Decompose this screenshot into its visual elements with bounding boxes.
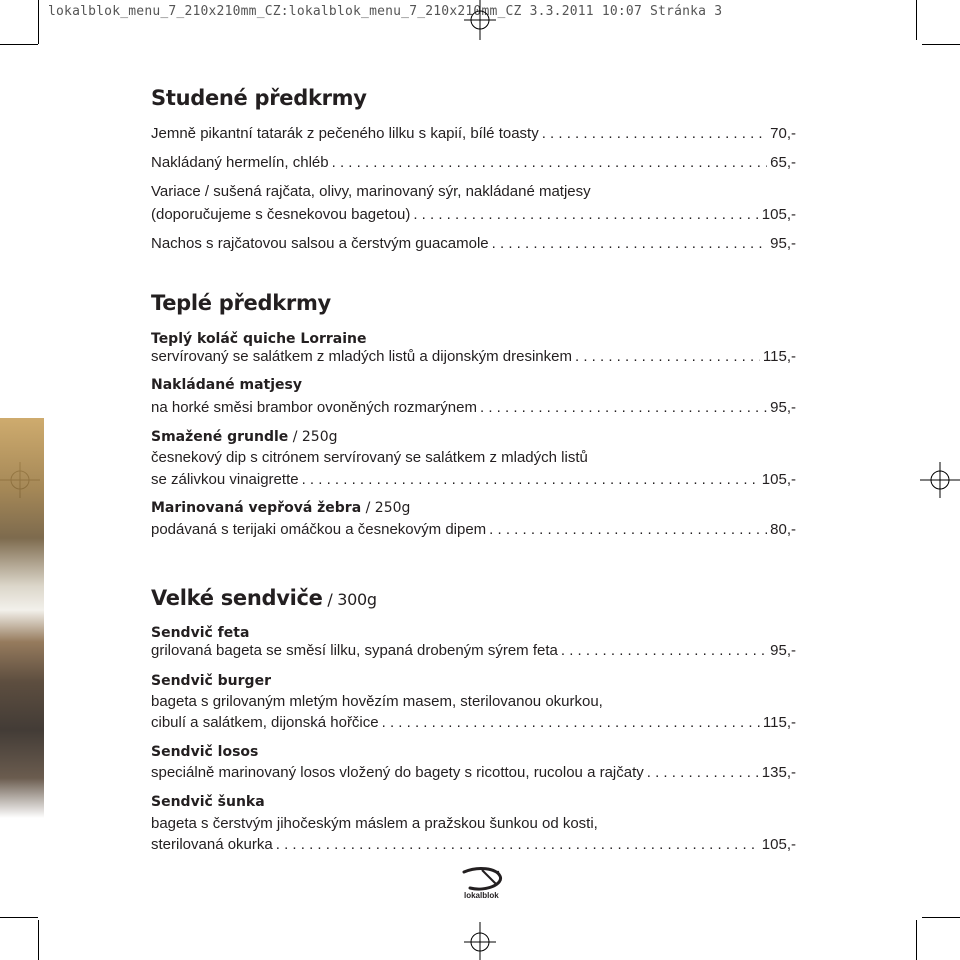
menu-item-text: se zálivkou vinaigrette [151, 471, 299, 488]
leader-dots [302, 471, 759, 488]
menu-item-price: 95,- [770, 399, 796, 416]
menu-item-name: Sendvič šunka [151, 794, 265, 810]
leader-dots [542, 125, 767, 142]
section-title-text: Velké sendviče [151, 586, 323, 610]
menu-item-price: 80,- [770, 521, 796, 538]
menu-line [151, 125, 796, 145]
menu-item-text: Nachos s rajčatovou salsou a čerstvým guacamole [151, 235, 489, 252]
crop-mark-top-left-h [0, 44, 38, 45]
menu-line [151, 235, 796, 255]
menu-line [151, 836, 796, 856]
crop-mark-top-right [916, 0, 917, 40]
crop-mark-top-right-h [922, 44, 960, 45]
menu-item-text: speciálně marinovaný losos vložený do bagety s ricottou, rucolou a rajčaty [151, 764, 644, 781]
registration-mark-top-icon [464, 0, 496, 40]
crop-mark-top-left [38, 0, 39, 44]
menu-item-text: Jemně pikantní tatarák z pečeného lilku s kapií, bílé toasty [151, 125, 539, 142]
section-title-cold: Studené předkrmy [151, 86, 367, 110]
menu-item-price: 115,- [762, 348, 796, 365]
menu-line [151, 714, 796, 734]
menu-item-price: 70,- [770, 125, 796, 142]
menu-item-price: 105,- [761, 836, 796, 853]
crop-mark-bottom-right [916, 920, 917, 960]
menu-item-price: 115,- [762, 714, 796, 731]
menu-item-price: 135,- [761, 764, 796, 781]
menu-item-price: 105,- [761, 206, 796, 223]
menu-item-price: 65,- [770, 154, 796, 171]
menu-item-text: Variace / sušená rajčata, olivy, marinovaný sýr, nakládané matjesy [151, 183, 591, 200]
menu-item-text: cibulí a salátkem, dijonská hořčice [151, 714, 379, 731]
menu-line [151, 348, 796, 368]
menu-item-name-text: Smažené grundle [151, 429, 289, 445]
print-slug: lokalblok_menu_7_210x210mm_CZ:lokalblok_menu_7_210x210mm_CZ 3.3.2011 10:07 Stránka 3 [48, 4, 723, 19]
menu-item-text: česnekový dip s citrónem servírovaný se salátkem z mladých listů [151, 449, 588, 466]
menu-item-text: (doporučujeme s česnekovou bagetou) [151, 206, 411, 223]
menu-item-weight: / 250g [288, 429, 338, 445]
leader-dots [382, 714, 760, 731]
section-title-warm: Teplé předkrmy [151, 291, 331, 315]
registration-mark-right-icon [920, 462, 960, 498]
menu-line [151, 154, 796, 174]
logo-text: lokalblok [464, 891, 499, 900]
menu-item-name: Sendvič losos [151, 744, 259, 760]
menu-item-price: 105,- [761, 471, 796, 488]
leader-dots [480, 399, 767, 416]
menu-item-price: 95,- [770, 642, 796, 659]
menu-item-name: Teplý koláč quiche Lorraine [151, 331, 367, 347]
menu-item-text: Nakládaný hermelín, chléb [151, 154, 329, 171]
section-weight: / 300g [322, 590, 377, 609]
menu-item-weight: / 250g [361, 500, 411, 516]
menu-item-text: na horké směsi brambor ovoněných rozmarýnem [151, 399, 477, 416]
registration-mark-bottom-icon [464, 922, 496, 960]
menu-line [151, 471, 796, 491]
leader-dots [413, 206, 758, 223]
menu-line [151, 206, 796, 226]
menu-item-text: grilovaná bageta se směsí lilku, sypaná drobeným sýrem feta [151, 642, 558, 659]
leader-dots [492, 235, 767, 252]
crop-mark-bottom-left-h [0, 917, 38, 918]
menu-item-price: 95,- [770, 235, 796, 252]
leader-dots [561, 642, 767, 659]
leader-dots [575, 348, 760, 365]
menu-item-name [151, 429, 338, 445]
menu-item-name: Sendvič burger [151, 673, 271, 689]
menu-item-text: bageta s grilovaným mletým hovězím masem, sterilovanou okurkou, [151, 693, 603, 710]
crop-mark-bottom-left [38, 920, 39, 960]
menu-item-text: sterilovaná okurka [151, 836, 273, 853]
leader-dots [332, 154, 768, 171]
crop-mark-bottom-right-h [922, 917, 960, 918]
section-title-sandwiches [151, 586, 377, 610]
menu-item-text: bageta s čerstvým jihočeským máslem a pražskou šunkou od kosti, [151, 815, 598, 832]
menu-item-text: podávaná s terijaki omáčkou a česnekovým dipem [151, 521, 487, 538]
menu-item-name-text: Marinovaná vepřová žebra [151, 500, 362, 516]
menu-line [151, 764, 796, 784]
menu-item-name [151, 500, 410, 516]
bleed-photo-strip [0, 418, 44, 818]
menu-item-name: Sendvič feta [151, 625, 250, 641]
menu-item-name: Nakládané matjesy [151, 377, 303, 393]
menu-line [151, 642, 796, 662]
menu-line [151, 521, 796, 541]
leader-dots [276, 836, 759, 853]
leader-dots [489, 521, 767, 538]
leader-dots [647, 764, 759, 781]
menu-item-text: servírovaný se salátkem z mladých listů a dijonským dresinkem [151, 348, 572, 365]
menu-line [151, 399, 796, 419]
